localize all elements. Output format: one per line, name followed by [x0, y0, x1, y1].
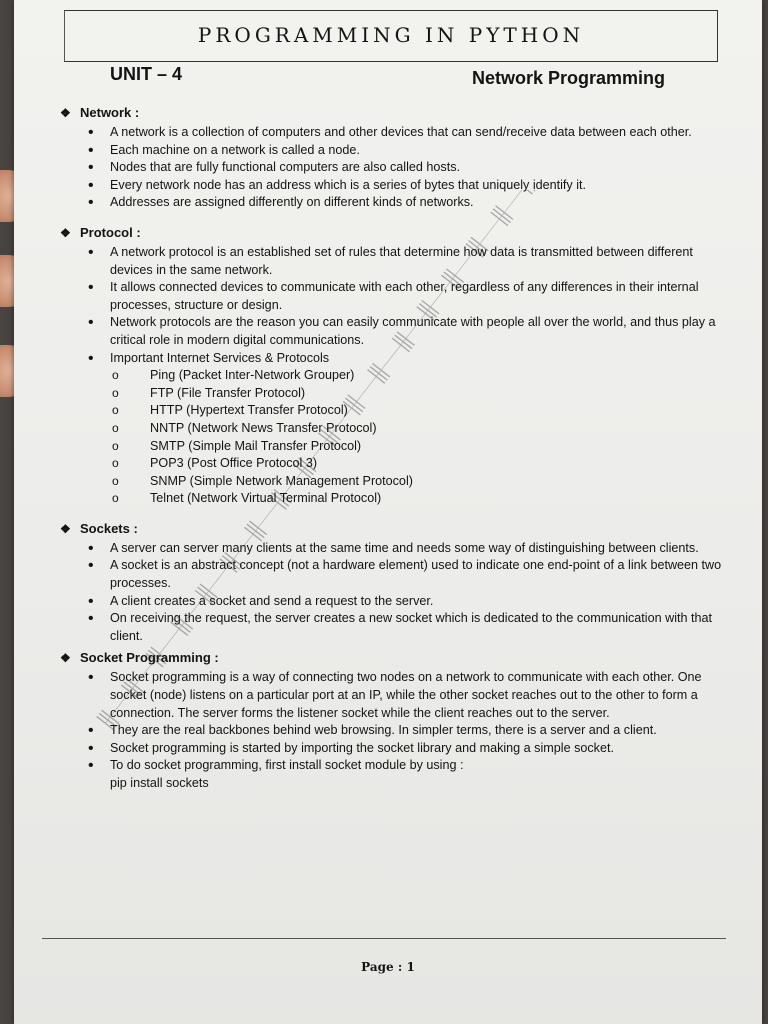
- protocol-item: o Ping (Packet Inter-Network Grouper): [150, 367, 724, 385]
- socket-programming-section: [54, 649, 724, 792]
- unit-label: UNIT – 4: [110, 64, 183, 84]
- section-heading: ❖ Network :: [60, 104, 724, 122]
- section-heading: ❖ Sockets :: [60, 520, 724, 538]
- list-item: • They are the real backbones behind web browsing. In simpler terms, there is a server and a client.: [110, 722, 724, 740]
- list-item-text: Important Internet Services & Protocols: [110, 350, 330, 365]
- document-page: [14, 0, 762, 1024]
- protocol-item: o FTP (File Transfer Protocol): [150, 385, 724, 403]
- protocol-item: o SNMP (Simple Network Management Protocol): [150, 473, 724, 491]
- list-item: [110, 350, 724, 508]
- list-item: • A client creates a socket and send a request to the server.: [110, 593, 724, 611]
- page-number: Page : 1: [361, 960, 415, 974]
- protocol-item: o SMTP (Simple Mail Transfer Protocol): [150, 438, 724, 456]
- diamond-bullet-icon: ❖: [60, 521, 71, 536]
- network-section: [54, 104, 724, 212]
- protocol-item: o Telnet (Network Virtual Terminal Protocol): [150, 490, 724, 508]
- sockets-section: [54, 520, 724, 646]
- list-item: • Nodes that are fully functional computers are also called hosts.: [110, 159, 724, 177]
- list-item: • A socket is an abstract concept (not a hardware element) used to indicate one end-point of a link between two processes.: [110, 557, 724, 592]
- list-item: • A server can server many clients at the same time and needs some way of distinguishing between clients.: [110, 540, 724, 558]
- protocol-item: o HTTP (Hypertext Transfer Protocol): [150, 402, 724, 420]
- diamond-bullet-icon: ❖: [60, 651, 71, 666]
- list-item: • Every network node has an address which is a series of bytes that uniquely identify it.: [110, 177, 724, 195]
- list-item: • To do socket programming, first install socket module by using :: [110, 757, 724, 775]
- chapter-title: Network Programming: [472, 68, 666, 88]
- list-item: • It allows connected devices to communicate with each other, regardless of any differences in their internal processes, structure or design.: [110, 279, 724, 314]
- protocol-item: o POP3 (Post Office Protocol 3): [150, 455, 724, 473]
- list-item: • Each machine on a network is called a node.: [110, 142, 724, 160]
- diamond-bullet-icon: ❖: [60, 225, 71, 240]
- list-item: • Addresses are assigned differently on different kinds of networks.: [110, 194, 724, 212]
- list-item: • Socket programming is started by importing the socket library and making a simple socket.: [110, 740, 724, 758]
- code-line: pip install sockets: [110, 776, 209, 790]
- diamond-bullet-icon: ❖: [60, 106, 71, 120]
- section-heading: ❖ Socket Programming :: [60, 649, 724, 667]
- list-item: • A network is a collection of computers and other devices that can send/receive data between each other.: [110, 124, 724, 142]
- list-item: • Network protocols are the reason you can easily communicate with people all over the world, and thus play a critical role in modern digital communications.: [110, 314, 724, 349]
- list-item: • A network protocol is an established set of rules that determine how data is transmitted between different devices in the same network.: [110, 244, 724, 279]
- footer-divider: [42, 938, 726, 939]
- section-heading: ❖ Protocol :: [60, 224, 724, 242]
- list-item: • Socket programming is a way of connecting two nodes on a network to communicate with each other. One socket (node) listens on a particular port at an IP, while the other socket reaches out to the other to form a connection. The server forms the listener socket while the client reaches out to the server.: [110, 669, 724, 722]
- protocol-section: [54, 224, 724, 508]
- document-title: PROGRAMMING IN PYTHON: [197, 23, 585, 47]
- list-item: • On receiving the request, the server creates a new socket which is dedicated to the communication with that client.: [110, 610, 724, 645]
- title-box: [64, 10, 718, 62]
- protocol-item: o NNTP (Network News Transfer Protocol): [150, 420, 724, 438]
- document-body: [54, 104, 724, 793]
